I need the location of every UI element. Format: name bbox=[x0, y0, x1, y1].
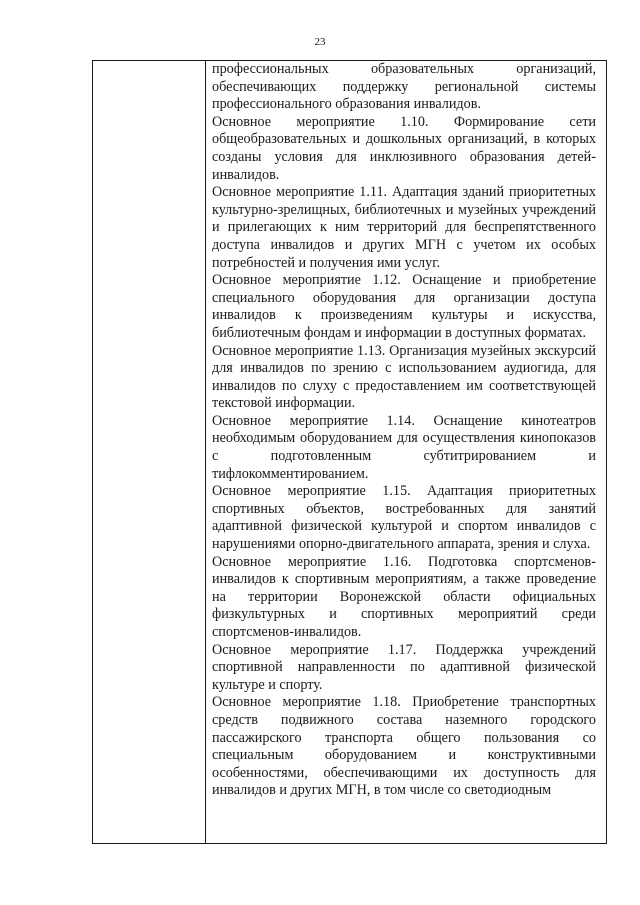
paragraph-measure-1-15: Основное мероприятие 1.15. Адаптация приоритетных спортивных объектов, востребованных для занятий адаптивной физической культурой и спортом инвалидов с нарушениями опорно-двигательного аппарата, зрения и слуха. bbox=[212, 483, 596, 553]
paragraph-measure-1-14: Основное мероприятие 1.14. Оснащение кинотеатров необходимым оборудованием для осуществления кинопоказов с подготовленным субтитрированием и тифлокомментированием. bbox=[212, 412, 596, 482]
paragraph-measure-1-12: Основное мероприятие 1.12. Оснащение и приобретение специального оборудования для организации доступа инвалидов к произведениям культуры и искусства, библиотечным фондам и информации в доступных форматах. bbox=[212, 272, 596, 341]
paragraph-measure-1-18: Основное мероприятие 1.18. Приобретение транспортных средств подвижного состава наземного городского пассажирского транспорта общего пользования со специальным оборудованием и конструктивными особенностями, обеспечивающими их доступность для инвалидов и других МГН, в том числе со светодиодным bbox=[212, 694, 596, 799]
page-number: 23 bbox=[314, 36, 326, 48]
paragraph-measure-1-17: Основное мероприятие 1.17. Поддержка учреждений спортивной направленности по адаптивной физической культуре и спорту. bbox=[212, 641, 596, 693]
paragraph-continuation: профессиональных образовательных организаций, обеспечивающих поддержку региональной системы профессионального образования инвалидов. bbox=[212, 61, 596, 113]
paragraph-measure-1-13: Основное мероприятие 1.13. Организация музейных экскурсий для инвалидов по зрению с использованием аудиогида, для инвалидов по слуху с предоставлением им соответствующей текстовой информации. bbox=[212, 342, 596, 412]
table-right-column bbox=[212, 61, 596, 800]
paragraph-measure-1-11: Основное мероприятие 1.11. Адаптация зданий приоритетных культурно-зрелищных, библиотечных и музейных учреждений и прилегающих к ним территорий для беспрепятственного доступа инвалидов и других МГН с учетом их особых потребностей и получения ими услуг. bbox=[212, 184, 596, 271]
paragraph-measure-1-16: Основное мероприятие 1.16. Подготовка спортсменов-инвалидов к спортивным мероприятиям, а также проведение на территории Воронежской области официальных физкультурных и спортивных мероприятий среди спортсменов-инвалидов. bbox=[212, 553, 596, 640]
paragraph-measure-1-10: Основное мероприятие 1.10. Формирование сети общеобразовательных и дошкольных организаций, в которых созданы условия для инклюзивного образования детей-инвалидов. bbox=[212, 113, 596, 183]
program-table bbox=[92, 60, 607, 844]
table-left-column bbox=[93, 60, 206, 843]
